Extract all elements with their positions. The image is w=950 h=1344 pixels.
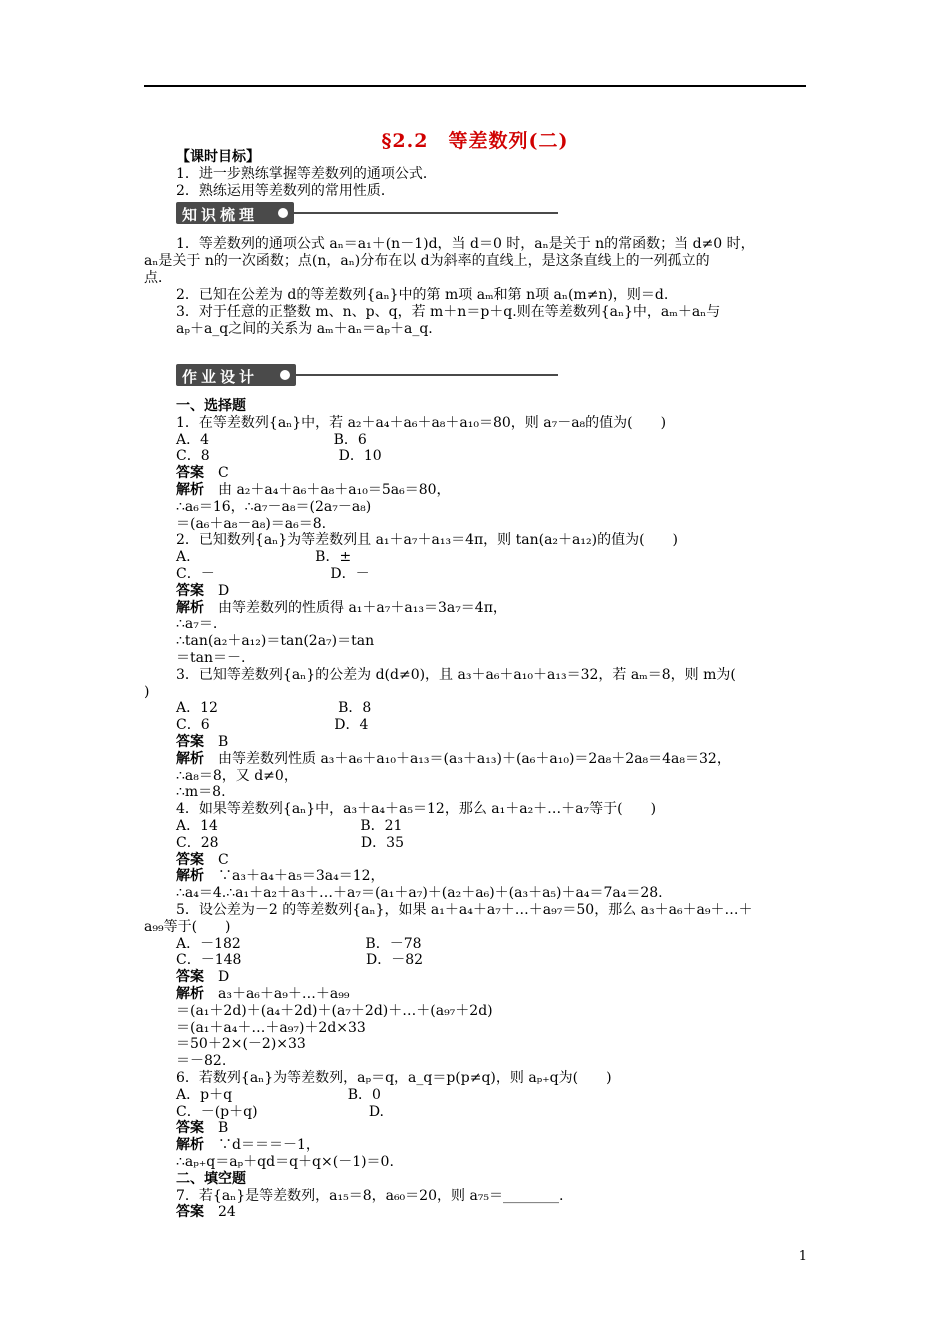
- homework-line: 1．在等差数列{aₙ}中，若 a₂＋a₄＋a₆＋a₈＋a₁₀＝80，则 a₇－a₈的值为( ): [176, 415, 667, 431]
- homework-line: A．－182 B．－78: [176, 936, 422, 952]
- page-number: 1: [798, 1249, 807, 1264]
- homework-line: ): [144, 684, 150, 700]
- homework-label-line: [176, 751, 731, 768]
- homework-label-line: [176, 600, 507, 617]
- bold-label: 解析: [176, 751, 204, 767]
- homework-line: ＝(a₆＋a₈－a₈)＝a₆＝8.: [176, 516, 327, 532]
- review-line: aₙ是关于 n的一次函数；点(n，aₙ)分布在以 d为斜率的直线上，是这条直线上的一列孤立的: [144, 253, 710, 269]
- homework-line: ＝(a₁＋2d)＋(a₄＋2d)＋(a₇＋2d)＋…＋(a₉₇＋2d): [176, 1003, 493, 1019]
- homework-line: ∴aₚ₊q＝aₚ＋qd＝q＋q×(－1)＝0.: [176, 1154, 394, 1170]
- header-rule: [144, 85, 806, 87]
- homework-line: a₉₉等于( ): [144, 919, 231, 935]
- line-text: 由 a₂＋a₄＋a₆＋a₈＋a₁₀＝5a₆＝80，: [204, 482, 451, 498]
- homework-line: 4．如果等差数列{aₙ}中，a₃＋a₄＋a₅＝12，那么 a₁＋a₂＋…＋a₇等于( ): [176, 801, 657, 817]
- homework-line: ∴a₄＝4.∴a₁＋a₂＋a₃＋…＋a₇＝(a₁＋a₇)＋(a₂＋a₆)＋(a₃＋a₅)＋a₄＝7a₄＝28.: [176, 885, 663, 901]
- homework-line: ＝50＋2×(－2)×33: [176, 1036, 306, 1052]
- homework-line: ＝－82.: [176, 1053, 227, 1069]
- homework-label-line: [176, 1171, 246, 1188]
- homework-label-line: [176, 583, 229, 600]
- bold-label: 答案: [176, 583, 204, 599]
- line-text: ∵a₃＋a₄＋a₅＝3a₄＝12，: [204, 868, 385, 884]
- homework-line: ∴tan(a₂＋a₁₂)＝tan(2a₇)＝tan: [176, 633, 375, 649]
- line-text: a₃＋a₆＋a₉＋…＋a₉₉: [204, 986, 350, 1002]
- bold-label: 答案: [176, 465, 204, 481]
- bullet-dot-icon: [280, 370, 290, 380]
- homework-line: ∴a₇＝.: [176, 616, 218, 632]
- bold-label: 解析: [176, 600, 204, 616]
- line-text: ∵d＝＝＝－1，: [204, 1137, 320, 1153]
- homework-line: C．8 D．10: [176, 448, 382, 464]
- homework-line: 6．若数列{aₙ}为等差数列，aₚ＝q，a_q＝p(p≠q)，则 aₚ₊q为( ): [176, 1070, 612, 1086]
- bold-label: 答案: [176, 1204, 204, 1220]
- homework-line: ∴m＝8.: [176, 784, 226, 800]
- homework-label-line: [176, 969, 229, 986]
- homework-label-line: [176, 1204, 236, 1221]
- homework-label-line: [176, 734, 228, 751]
- objectives-heading: 【课时目标】: [176, 149, 260, 165]
- objective-item: 2．熟练运用等差数列的常用性质．: [176, 183, 395, 199]
- homework-line: A．p＋q B．0: [176, 1087, 381, 1103]
- bold-label: 答案: [176, 734, 204, 750]
- banner-label: 作业设计: [182, 368, 259, 386]
- homework-line: C．－148 D．－82: [176, 952, 424, 968]
- homework-label-line: [176, 398, 246, 415]
- review-line: 3．对于任意的正整数 m、n、p、q，若 m＋n＝p＋q.则在等差数列{aₙ}中，aₘ＋aₙ与: [176, 304, 721, 320]
- page-title: §2.2 等差数列(二): [381, 130, 569, 152]
- homework-label-line: [176, 1137, 320, 1154]
- line-text: B: [204, 734, 229, 750]
- homework-label-line: [176, 465, 229, 482]
- homework-line: C．－(p＋q) D.: [176, 1104, 384, 1120]
- homework-line: ∴a₈＝8，又 d≠0，: [176, 768, 298, 784]
- objective-item: 1．进一步熟练掌握等差数列的通项公式．: [176, 166, 437, 182]
- homework-line: A．14 B．21: [176, 818, 403, 834]
- review-line: 点．: [144, 270, 172, 286]
- bold-label: 解析: [176, 868, 204, 884]
- bold-label: 一、选择题: [176, 398, 246, 414]
- line-text: D: [204, 583, 230, 599]
- homework-line: 5．设公差为－2 的等差数列{aₙ}，如果 a₁＋a₄＋a₇＋…＋a₉₇＝50，那么 a₃＋a₆＋a₉＋…＋: [176, 902, 753, 918]
- homework-label-line: [176, 986, 349, 1003]
- bold-label: 解析: [176, 482, 204, 498]
- homework-line: 3．已知等差数列{aₙ}的公差为 d(d≠0)，且 a₃＋a₆＋a₁₀＋a₁₃＝32，若 aₘ＝8，则 m为(: [176, 667, 736, 683]
- review-line: 2．已知在公差为 d的等差数列{aₙ}中的第 m项 aₘ和第 n项 aₙ(m≠n)，则＝d.: [176, 287, 669, 303]
- bold-label: 答案: [176, 1120, 204, 1136]
- homework-line: C．－ D．－: [176, 566, 370, 582]
- homework-label-line: [176, 852, 229, 869]
- homework-line: ∴a₆＝16，∴a₇－a₈＝(2a₇－a₈): [176, 499, 372, 515]
- line-text: 由等差数列的性质得 a₁＋a₇＋a₁₃＝3a₇＝4π，: [204, 600, 507, 616]
- review-line: 1．等差数列的通项公式 aₙ＝a₁＋(n－1)d，当 d＝0 时，aₙ是关于 n的常函数；当 d≠0 时，: [176, 236, 755, 252]
- banner-label: 知识梳理: [182, 206, 259, 224]
- homework-line: 7．若{aₙ}是等差数列，a₁₅＝8，a₆₀＝20，则 a₇₅＝________.: [176, 1188, 564, 1204]
- line-text: C: [204, 852, 229, 868]
- review-line: aₚ＋a_q之间的关系为 aₘ＋aₙ＝aₚ＋a_q.: [176, 321, 433, 337]
- bold-label: 二、填空题: [176, 1171, 246, 1187]
- homework-line: 2．已知数列{aₙ}为等差数列且 a₁＋a₇＋a₁₃＝4π，则 tan(a₂＋a₁₂)的值为( ): [176, 532, 678, 548]
- bold-label: 解析: [176, 1137, 204, 1153]
- line-text: 24: [204, 1204, 236, 1220]
- homework-label-line: [176, 482, 451, 499]
- homework-line: C．28 D．35: [176, 835, 404, 851]
- homework-line: C．6 D．4: [176, 717, 369, 733]
- homework-line: A. B．±: [176, 549, 352, 565]
- homework-line: ＝(a₁＋a₄＋…＋a₉₇)＋2d×33: [176, 1020, 366, 1036]
- homework-label-line: [176, 868, 385, 885]
- homework-label-line: [176, 1120, 228, 1137]
- bold-label: 答案: [176, 969, 204, 985]
- homework-line: A．12 B．8: [176, 700, 372, 716]
- line-text: D: [204, 969, 230, 985]
- line-text: C: [204, 465, 229, 481]
- bold-label: 答案: [176, 852, 204, 868]
- bold-label: 解析: [176, 986, 204, 1002]
- homework-line: ＝tan＝－.: [176, 650, 246, 666]
- bullet-dot-icon: [278, 208, 288, 218]
- line-text: B: [204, 1120, 229, 1136]
- line-text: 由等差数列性质 a₃＋a₆＋a₁₀＋a₁₃＝(a₃＋a₁₃)＋(a₆＋a₁₀)＝2a₈＋2a₈＝4a₈＝32，: [204, 751, 731, 767]
- homework-line: A．4 B．6: [176, 432, 367, 448]
